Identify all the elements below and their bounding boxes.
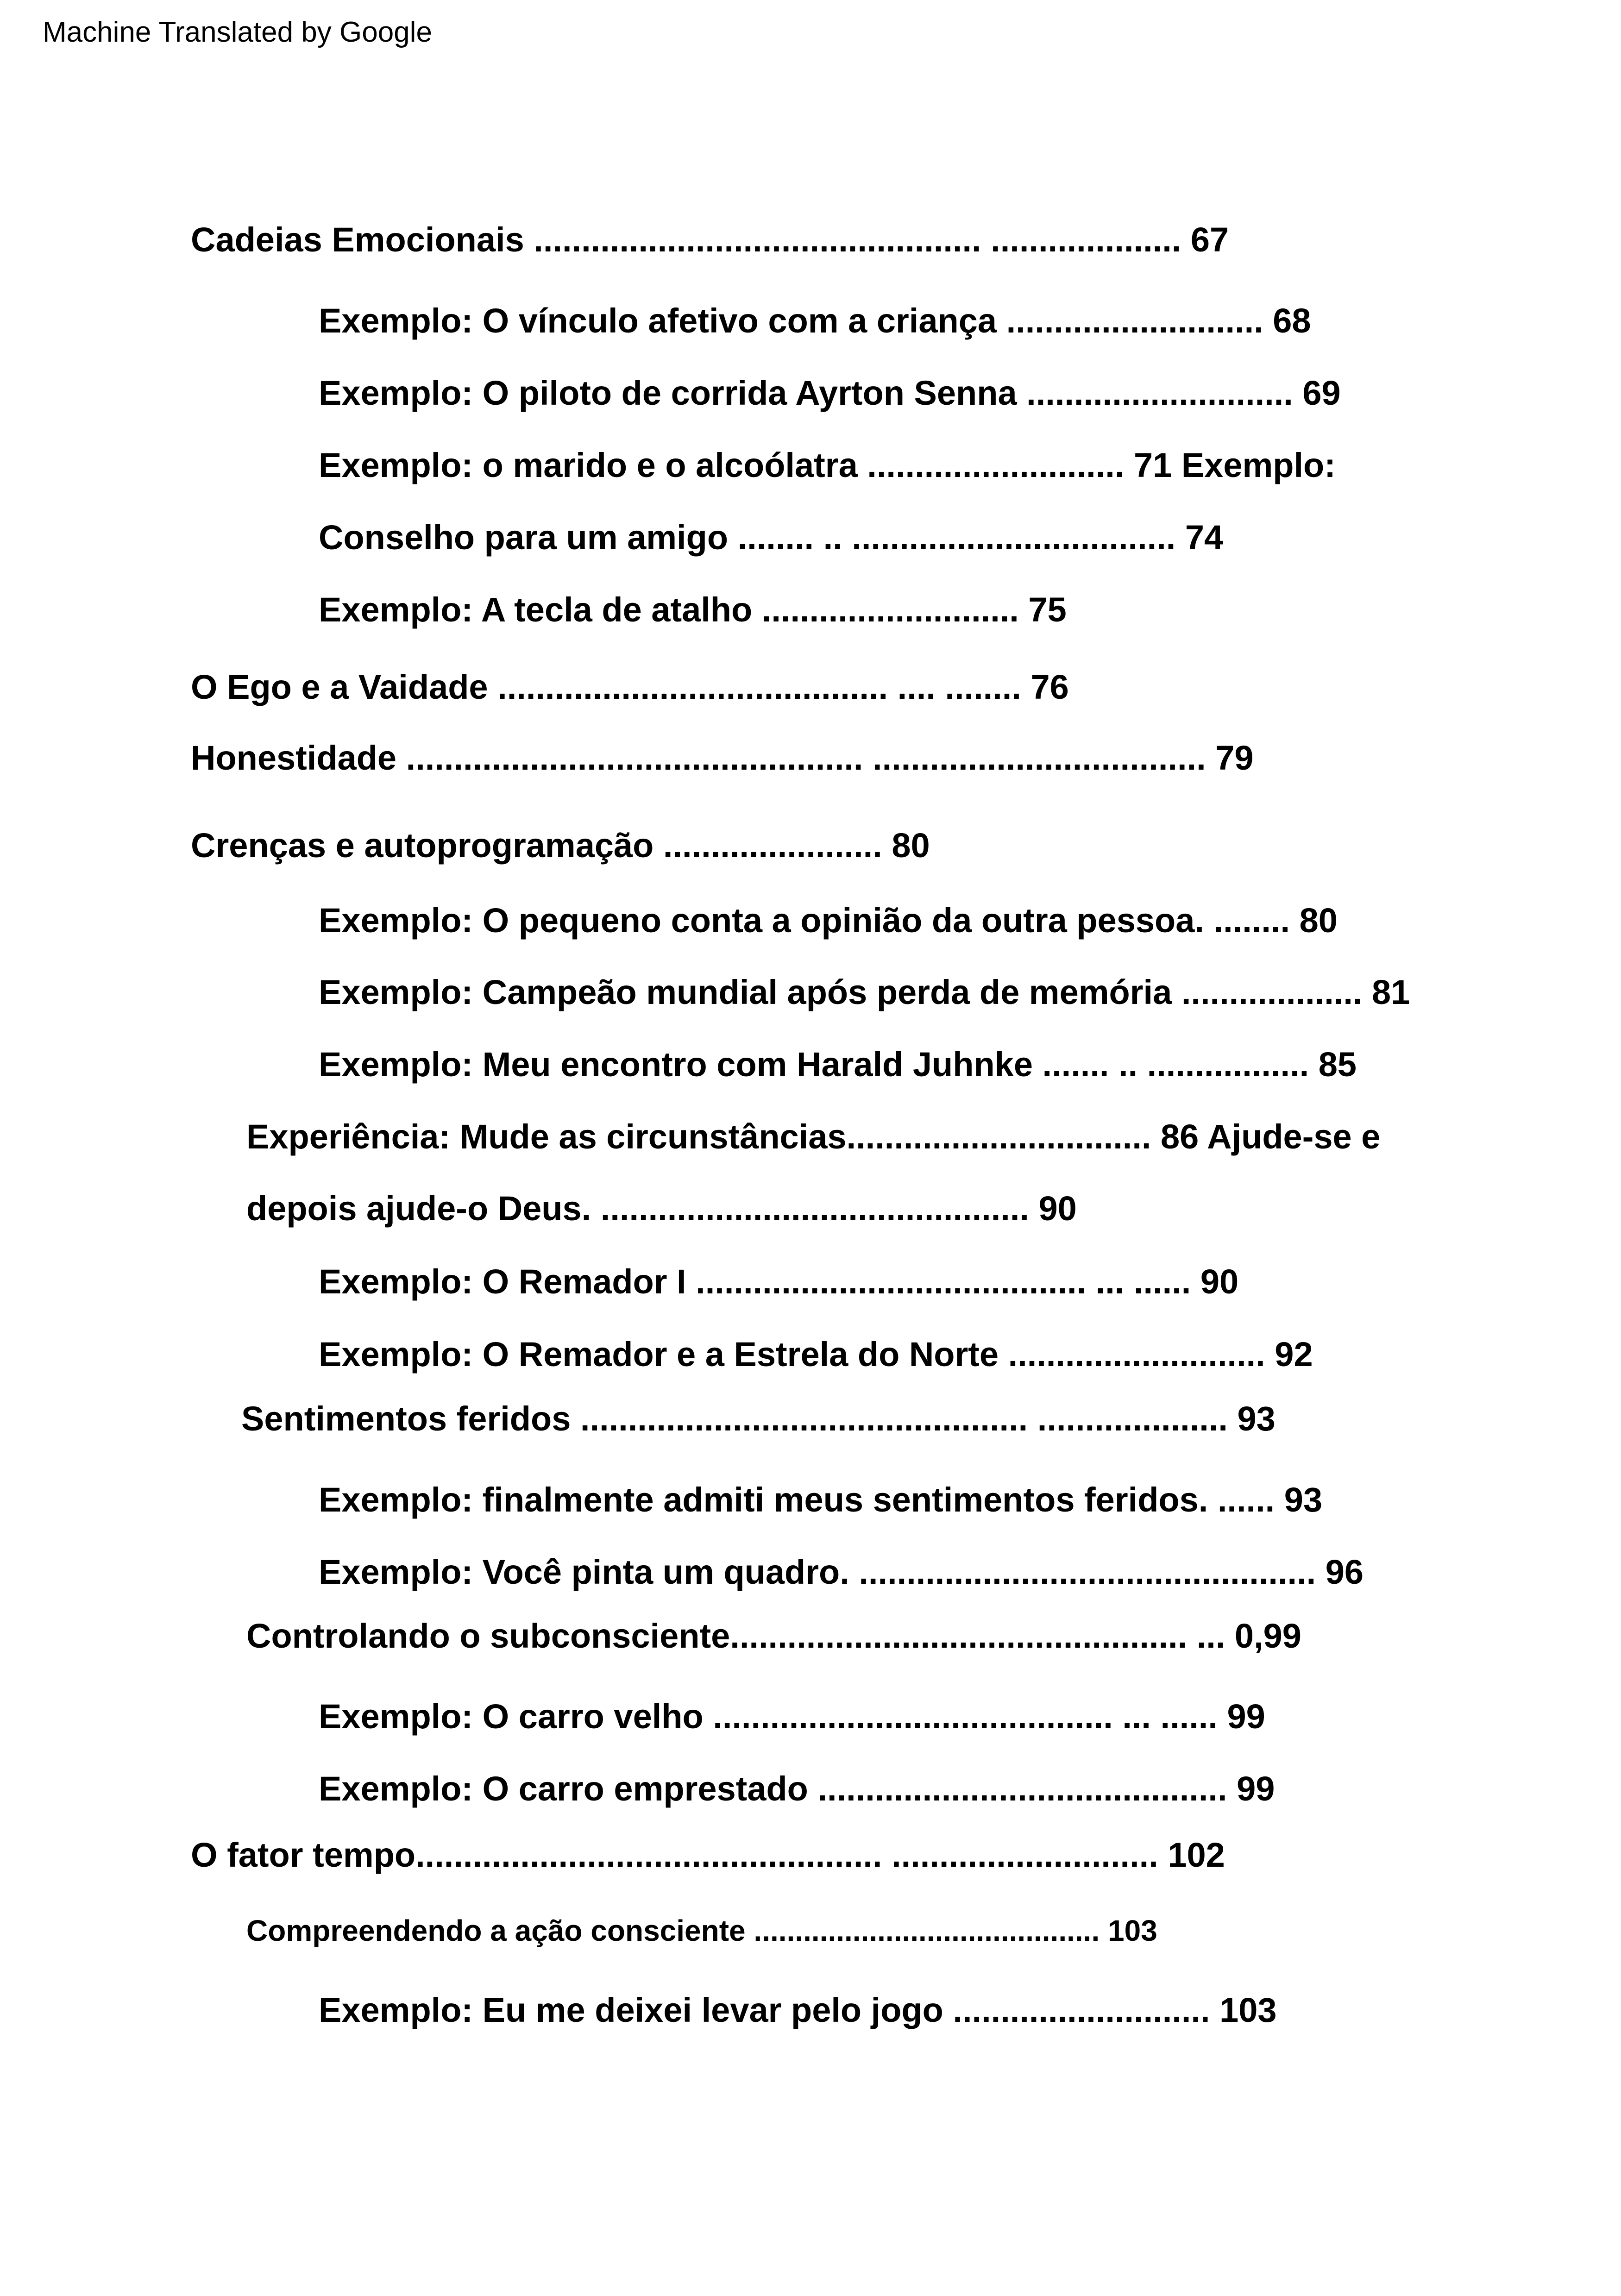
toc-entry[interactable]: Crenças e autoprogramação ....................... 80 bbox=[191, 826, 930, 865]
toc-entry[interactable]: Exemplo: O piloto de corrida Ayrton Senna ............................ 69 bbox=[319, 374, 1341, 412]
toc-entry[interactable]: Compreendendo a ação consciente .......................................... 103 bbox=[246, 1914, 1157, 1947]
toc-entry[interactable]: Exemplo: Meu encontro com Harald Juhnke ....... .. ................. 85 bbox=[319, 1045, 1357, 1084]
toc-entry[interactable]: Exemplo: o marido e o alcoólatra ........................... 71 Exemplo: bbox=[319, 446, 1336, 484]
toc-entry[interactable]: Exemplo: Você pinta um quadro. ................................................ 96 bbox=[319, 1553, 1364, 1591]
toc-entry[interactable]: depois ajude-o Deus. ............................................. 90 bbox=[246, 1189, 1077, 1228]
toc-entry[interactable]: Exemplo: Campeão mundial após perda de memória ................... 81 bbox=[319, 973, 1410, 1011]
toc-entry[interactable]: Exemplo: Eu me deixei levar pelo jogo ........................... 103 bbox=[319, 1991, 1277, 2029]
toc-entry[interactable]: O fator tempo................................................. ............................ 102 bbox=[191, 1836, 1225, 1874]
toc-entry[interactable]: Exemplo: O pequeno conta a opinião da outra pessoa. ........ 80 bbox=[319, 901, 1338, 940]
toc-entry[interactable]: Experiência: Mude as circunstâncias................................ 86 Ajude-se e bbox=[246, 1117, 1381, 1156]
toc-entry[interactable]: Honestidade ................................................ ................................... 79 bbox=[191, 739, 1254, 777]
toc-entry[interactable]: Exemplo: finalmente admiti meus sentimentos feridos. ...... 93 bbox=[319, 1480, 1323, 1519]
toc-entry[interactable]: Exemplo: O vínculo afetivo com a criança ........................... 68 bbox=[319, 301, 1311, 340]
toc-entry[interactable]: Cadeias Emocionais ............................................... .................... 67 bbox=[191, 220, 1229, 259]
toc-entry[interactable]: Exemplo: O carro velho .......................................... ... ...... 99 bbox=[319, 1697, 1265, 1736]
toc-entry[interactable]: Sentimentos feridos ............................................... .................... 93 bbox=[241, 1399, 1275, 1438]
toc-entry[interactable]: O Ego e a Vaidade ......................................... .... ........ 76 bbox=[191, 668, 1069, 706]
toc-entry[interactable]: Conselho para um amigo ........ .. .................................. 74 bbox=[319, 518, 1224, 557]
toc-entry[interactable]: Exemplo: A tecla de atalho ........................... 75 bbox=[319, 590, 1067, 629]
toc-entry[interactable]: Exemplo: O Remador I ......................................... ... ...... 90 bbox=[319, 1262, 1239, 1301]
toc-entry[interactable]: Exemplo: O carro emprestado ........................................... 99 bbox=[319, 1769, 1275, 1808]
toc-entry[interactable]: Controlando o subconsciente................................................ ... 0,99 bbox=[246, 1617, 1301, 1655]
toc-entry[interactable]: Exemplo: O Remador e a Estrela do Norte ........................... 92 bbox=[319, 1335, 1313, 1374]
machine-translation-banner: Machine Translated by Google bbox=[43, 16, 432, 48]
